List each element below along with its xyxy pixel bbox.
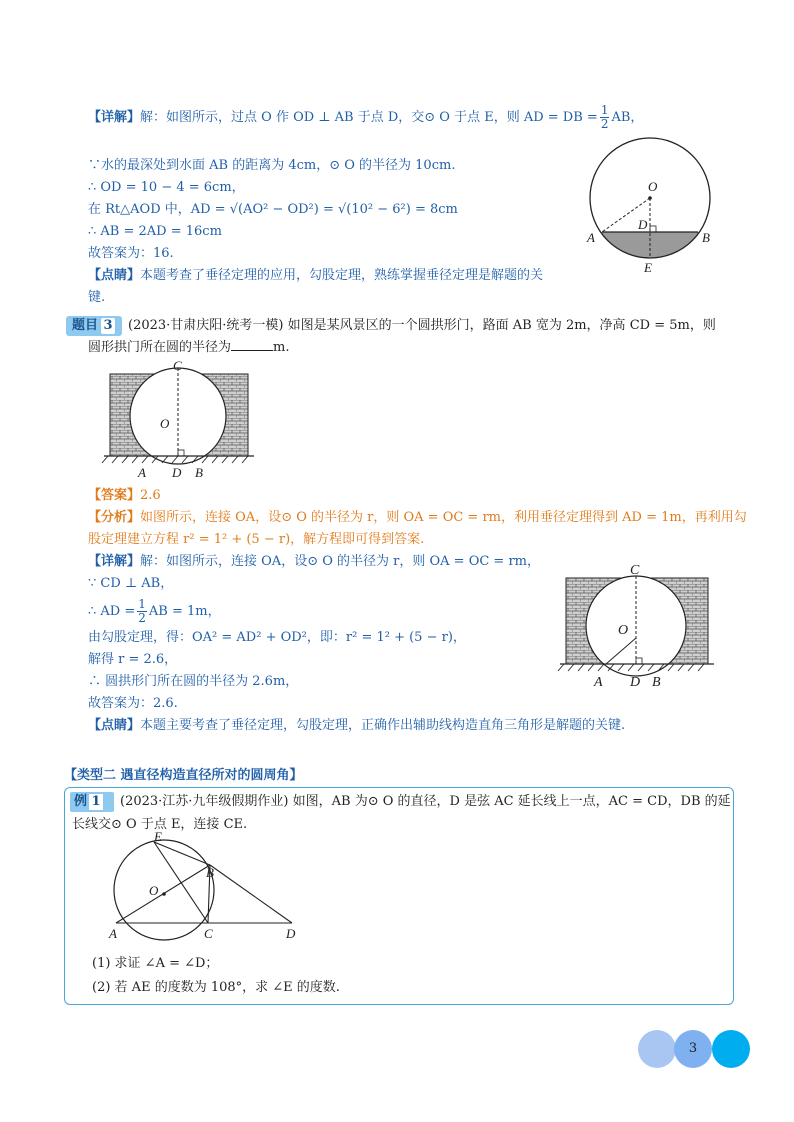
answer-blank: [231, 339, 273, 351]
label-E: E: [644, 260, 652, 275]
q2-detail-line6: 故答案为：16.: [88, 246, 174, 261]
q3-analysis-line2: 股定理建立方程 r² = 1² + (5 − r)，解方程即可得到答案.: [88, 532, 425, 547]
label-A: A: [138, 465, 146, 480]
q3-arch-figure: [100, 358, 260, 482]
label-C: C: [173, 358, 182, 373]
q3-detail-line6: ∴ 圆拱形门所在圆的半径为 2.6m，: [88, 674, 299, 689]
label-A: A: [109, 926, 117, 941]
q3-arch-solution-figure: [556, 560, 720, 690]
q3-comment: 【点睛】本题主要考查了垂径定理，勾股定理，正确作出辅助线构造直角三角形是解题的关键.: [88, 718, 626, 733]
q2-detail-line5: ∴ AB = 2AD = 16cm: [88, 224, 222, 239]
q2-comment-line1: 【点睛】本题考查了垂径定理的应用，勾股定理，熟练掌握垂径定理是解题的关: [88, 268, 544, 283]
page-number-indicator: [638, 1030, 750, 1068]
q2-detail-line1: 【详解】解：如图所示，过点 O 作 OD ⊥ AB 于点 D，交⊙ O 于点 E，则 AD = DB = $\frac{1}{2}$ AB，: [88, 103, 644, 131]
q3-stem-line2: 圆形拱门所在圆的半径为 m.: [88, 340, 290, 355]
label-O: O: [618, 623, 629, 638]
q2-detail-line3: ∴ OD = 10 − 4 = 6cm，: [88, 180, 245, 195]
label-O: O: [160, 416, 170, 431]
detail-tag: 【详解】: [88, 110, 141, 125]
example-circle-figure: [100, 832, 320, 944]
q2-detail-line2: ∵水的最深处到水面 AB 的距离为 4cm，⊙ O 的半径为 10cm.: [88, 158, 456, 173]
q3-detail-line2: ∵ CD ⊥ AB，: [88, 576, 174, 591]
question-title-tag: 题目 3: [66, 316, 122, 336]
q2-circle-figure: [580, 128, 720, 278]
label-D: D: [172, 465, 182, 480]
q3-detail-line3: ∴ AD = $\frac{1}{2}$ AB = 1m，: [88, 597, 221, 625]
label-B: B: [195, 465, 203, 480]
q3-stem-line1: (2023·甘肃庆阳·统考一模) 如图是某风景区的一个圆拱形门，路面 AB 宽为 2m，净高 CD = 5m，则: [128, 318, 716, 333]
q2-comment-line2: 键.: [88, 290, 106, 305]
label-B: B: [206, 865, 214, 880]
q2-detail-line4: 在 Rt△AOD 中，AD = √(AO² − OD²) = √(10² − 6²) = 8cm: [88, 202, 458, 217]
label-E: E: [154, 832, 162, 844]
label-C: C: [630, 563, 640, 578]
label-C: C: [204, 926, 213, 941]
fraction: $\frac{1}{2}$: [600, 103, 609, 131]
example-tag: 例 1: [70, 792, 114, 812]
label-B: B: [652, 675, 661, 690]
page-number: 3: [688, 1041, 698, 1056]
label-D: D: [638, 217, 648, 232]
example-stem-line2: 长线交⊙ O 于点 E，连接 CE.: [72, 817, 248, 832]
label-D: D: [286, 926, 296, 941]
label-B: B: [702, 230, 710, 245]
label-A: A: [587, 230, 595, 245]
label-O: O: [149, 883, 159, 898]
q3-detail-line5: 解得 r = 2.6，: [88, 652, 178, 667]
example-q1: (1) 求证 ∠A = ∠D；: [92, 956, 219, 971]
q3-answer: 【答案】2.6: [88, 488, 161, 503]
section-heading: 【类型二 遇直径构造直径所对的圆周角】: [64, 768, 303, 783]
q3-detail-line7: 故答案为：2.6.: [88, 696, 178, 711]
label-A: A: [594, 675, 603, 690]
q3-analysis-line1: 【分析】如图所示，连接 OA，设⊙ O 的半径为 r，则 OA = OC = rm，利用垂径定理得到 AD = 1m，再利用勾: [88, 510, 747, 525]
example-stem-line1: (2023·江苏·九年级假期作业) 如图，AB 为⊙ O 的直径，D 是弦 AC 延长线上一点，AC = CD，DB 的延: [120, 794, 731, 809]
label-D: D: [630, 675, 641, 690]
q3-detail-line4: 由勾股定理，得：OA² = AD² + OD²，即：r² = 1² + (5 − r)，: [88, 630, 466, 645]
fraction: $\frac{1}{2}$: [138, 597, 146, 625]
q3-detail-line1: 【详解】解：如图所示，连接 OA，设⊙ O 的半径为 r，则 OA = OC = rm，: [88, 554, 540, 569]
label-O: O: [648, 179, 658, 194]
example-q2: (2) 若 AE 的度数为 108°，求 ∠E 的度数.: [92, 980, 340, 995]
